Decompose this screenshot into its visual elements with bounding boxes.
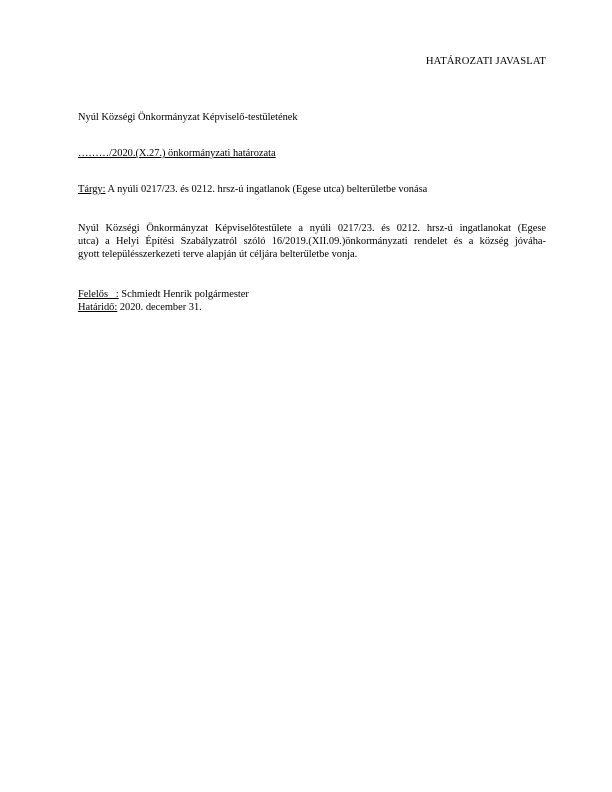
- resolution-number: ………/2020.(X.27.) önkormányzati határozata: [78, 148, 276, 159]
- deadline-label: Határidő:: [78, 302, 118, 313]
- responsible-line: [78, 288, 249, 301]
- subject-line: [78, 183, 427, 196]
- subject-label: Tárgy:: [78, 184, 106, 195]
- body-line-1: Nyúl Községi Önkormányzat Képviselőtestülete a nyúli 0217/23. és 0212. hrsz-ú ingatlanokat (Egese: [78, 223, 546, 234]
- document-heading: HATÁROZATI JAVASLAT: [425, 56, 546, 67]
- addressee-line: Nyúl Községi Önkormányzat Képviselő-testületének: [78, 112, 298, 123]
- responsible-text: Schmiedt Henrik polgármester: [118, 289, 249, 300]
- deadline-line: [78, 301, 202, 314]
- body-line-3: gyott településszerkezeti terve alapján út céljára belterületbe vonja.: [78, 249, 358, 260]
- deadline-text: 2020. december 31.: [117, 302, 202, 313]
- body-line-2: utca) a Helyi Építési Szabályzatról szóló 16/2019.(XII.09.)önkormányzati rendelet és a község jóváha-: [78, 236, 546, 247]
- responsible-label: Felelős :: [78, 289, 119, 300]
- resolution-body: [78, 222, 546, 261]
- subject-text: A nyúli 0217/23. és 0212. hrsz-ú ingatlanok (Egese utca) belterületbe vonása: [105, 184, 428, 195]
